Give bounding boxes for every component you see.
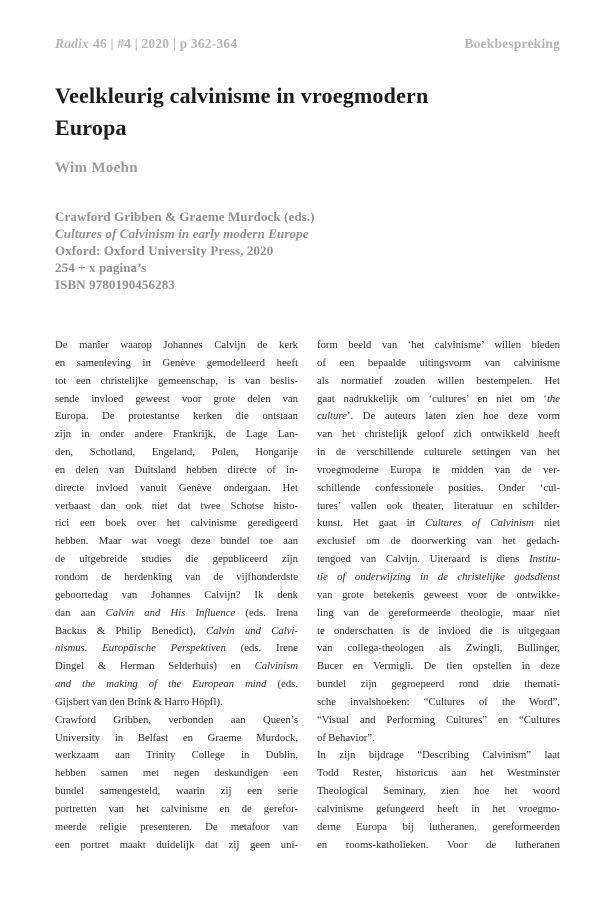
text-line: 254 + x pagina’s	[55, 260, 147, 275]
text-line: als normatief zouden willen bestempelen. Het	[317, 374, 560, 387]
text-line: kunst. Het gaat in Cultures of Calvinism niet	[317, 517, 560, 530]
body-text	[55, 337, 560, 854]
text-line: tie of onderwijzing in de christelijke godsdienst	[317, 570, 560, 583]
text-line: meerde religie presenteren. De metafoor van	[55, 820, 298, 833]
text-line: ISBN 9780190456283	[55, 277, 175, 292]
text-line: Todd Rester, historicus aan het Westminster	[317, 767, 560, 780]
text-line: bundel samengesteld, waarin zij een serie	[55, 785, 298, 798]
text-line: sche invalshoeken: “Cultures of the Word”,	[317, 695, 560, 708]
text-line: den, Schotland, Engeland, Polen, Hongarije	[55, 446, 298, 459]
text-line: portretten van het calvinisme en de gerefor-	[55, 802, 298, 815]
text-line: “Visual and Performing Cultures” en “Cultures	[317, 713, 560, 726]
text-line: calvinisme gefungeerd heeft in het vroegmo-	[317, 802, 560, 815]
text-line: gaat nadrukkelijk om ‘cultures’ en niet om ‘the	[317, 392, 560, 405]
text-line: De manier waarop Johannes Calvijn de kerk	[55, 339, 298, 351]
text-line: schillende confessionele posities. Onder ‘cul-	[317, 481, 560, 494]
book-info	[55, 208, 455, 293]
text-line: nismus. Europäische Perspektiven (eds. Irene	[55, 642, 298, 655]
text-line: Dingel & Herman Selderhuis) en Calvinism	[55, 660, 298, 673]
text-line: derne Europa bij lutheranen, gereformeerden	[317, 820, 560, 833]
author-name: Wim Moehn	[55, 160, 138, 176]
article-title-line: Europa	[55, 115, 127, 140]
journal-reference	[55, 36, 237, 52]
text-line: Cultures of Calvinism in early modern Europe	[55, 226, 309, 241]
text-line: Crawford Gribben & Graeme Murdock (eds.)	[55, 209, 315, 224]
text-line: zijn in onder andere Frankrijk, de Lage Lan-	[55, 428, 298, 441]
text-line: tengoed van Calvijn. Uiteraard is diens Institu-	[317, 553, 560, 566]
text-line: van het christelijk geloof zich ontwikkeld heeft	[317, 428, 560, 441]
text-line: en rooms-katholieken. Voor de lutheranen	[317, 838, 560, 851]
text-line: of Behavior”.	[317, 731, 375, 744]
text-line: of een bepaalde uitingsvorm van calvinisme	[317, 356, 560, 369]
text-line: directe invloed vanuit Genève ondergaan. Het	[55, 481, 298, 494]
text-line: rici een boek over het calvinisme geredigeerd	[55, 517, 298, 530]
text-line: werkzaam aan Trinity College in Dublin,	[55, 749, 298, 762]
body-column-right	[317, 337, 560, 854]
text-line: sende invloed geweest voor grote delen van	[55, 392, 298, 405]
text-line: en delen van Duitsland hebben directe of in-	[55, 463, 298, 476]
text-line: de uitgebreide studies die gepubliceerd zijn	[55, 553, 298, 566]
article-title-line: Veelkleurig calvinisme in vroegmodern	[55, 83, 429, 108]
text-line: ling van de gereformeerde theologie, maar niet	[317, 606, 560, 619]
text-line: Backus & Philip Benedict), Calvin und Calvi-	[55, 624, 298, 637]
text-line: rondom de herdenking van de vijfhonderdste	[55, 570, 298, 583]
issue-reference: 46 | #4 | 2020 | p 362-364	[93, 36, 238, 51]
text-line: een portret maakt duidelijk dat zij geen uni-	[55, 838, 298, 851]
text-line: geboortedag van Johannes Calvijn? Ik denk	[55, 588, 298, 601]
text-line: University in Belfast en Graeme Murdock,	[55, 731, 298, 744]
text-line: en samenleving in Genève gemodelleerd heeft	[55, 356, 298, 369]
text-line: Gijsbert van den Brink & Harro Höpfl).	[55, 695, 223, 708]
text-line: exclusief om de doorwerking van het gedach-	[317, 535, 560, 548]
journal-name: Radix	[55, 36, 90, 51]
page-header	[55, 36, 560, 52]
text-line: Bucer en Vermigli. De tien opstellen in deze	[317, 660, 560, 673]
article-title	[55, 80, 575, 144]
body-column-left	[55, 337, 298, 854]
text-line: tot een christelijke gemeenschap, is van beslis-	[55, 374, 298, 387]
text-line: Europa. De protestantse kerken die ontstaan	[55, 410, 298, 423]
text-line: te onderschatten is de invloed die is uitgegaan	[317, 624, 560, 637]
text-line: Theological Seminary, zien hoe het woord	[317, 785, 560, 798]
text-line: hebben. Maar wat voegt deze bundel toe aan	[55, 535, 298, 548]
text-line: dan aan Calvin and His Influence (eds. Irena	[55, 606, 298, 619]
text-line: hebben samen met negen deskundigen een	[55, 767, 298, 780]
section-label: Boekbespreking	[464, 36, 560, 51]
text-line: Oxford: Oxford University Press, 2020	[55, 243, 274, 258]
text-line: bundel zijn gegroepeerd rond drie themati-	[317, 678, 560, 691]
text-line: form beeld van ‘het calvinisme’ willen bieden	[317, 339, 560, 351]
text-line: in de verschillende culturele settingen van het	[317, 446, 560, 459]
text-line: van collega-theologen als Zwingli, Bullinger,	[317, 642, 560, 655]
text-line: verbaast dan ook niet dat twee Schotse histo-	[55, 499, 298, 512]
text-line: Crawford Gribben, verbonden aan Queen’s	[55, 713, 298, 726]
text-line: van grote betekenis geweest voor de ontwikke-	[317, 588, 560, 601]
text-line: and the making of the European mind (eds.	[55, 678, 298, 691]
text-line: In zijn bijdrage “Describing Calvinism” laat	[317, 749, 560, 762]
text-line: tures’ vallen ook theater, literatuur en schilder-	[317, 499, 560, 512]
text-line: vroegmoderne Europa te midden van de ver-	[317, 463, 560, 476]
text-line: culture’. De auteurs laten zien hoe deze vorm	[317, 410, 560, 423]
